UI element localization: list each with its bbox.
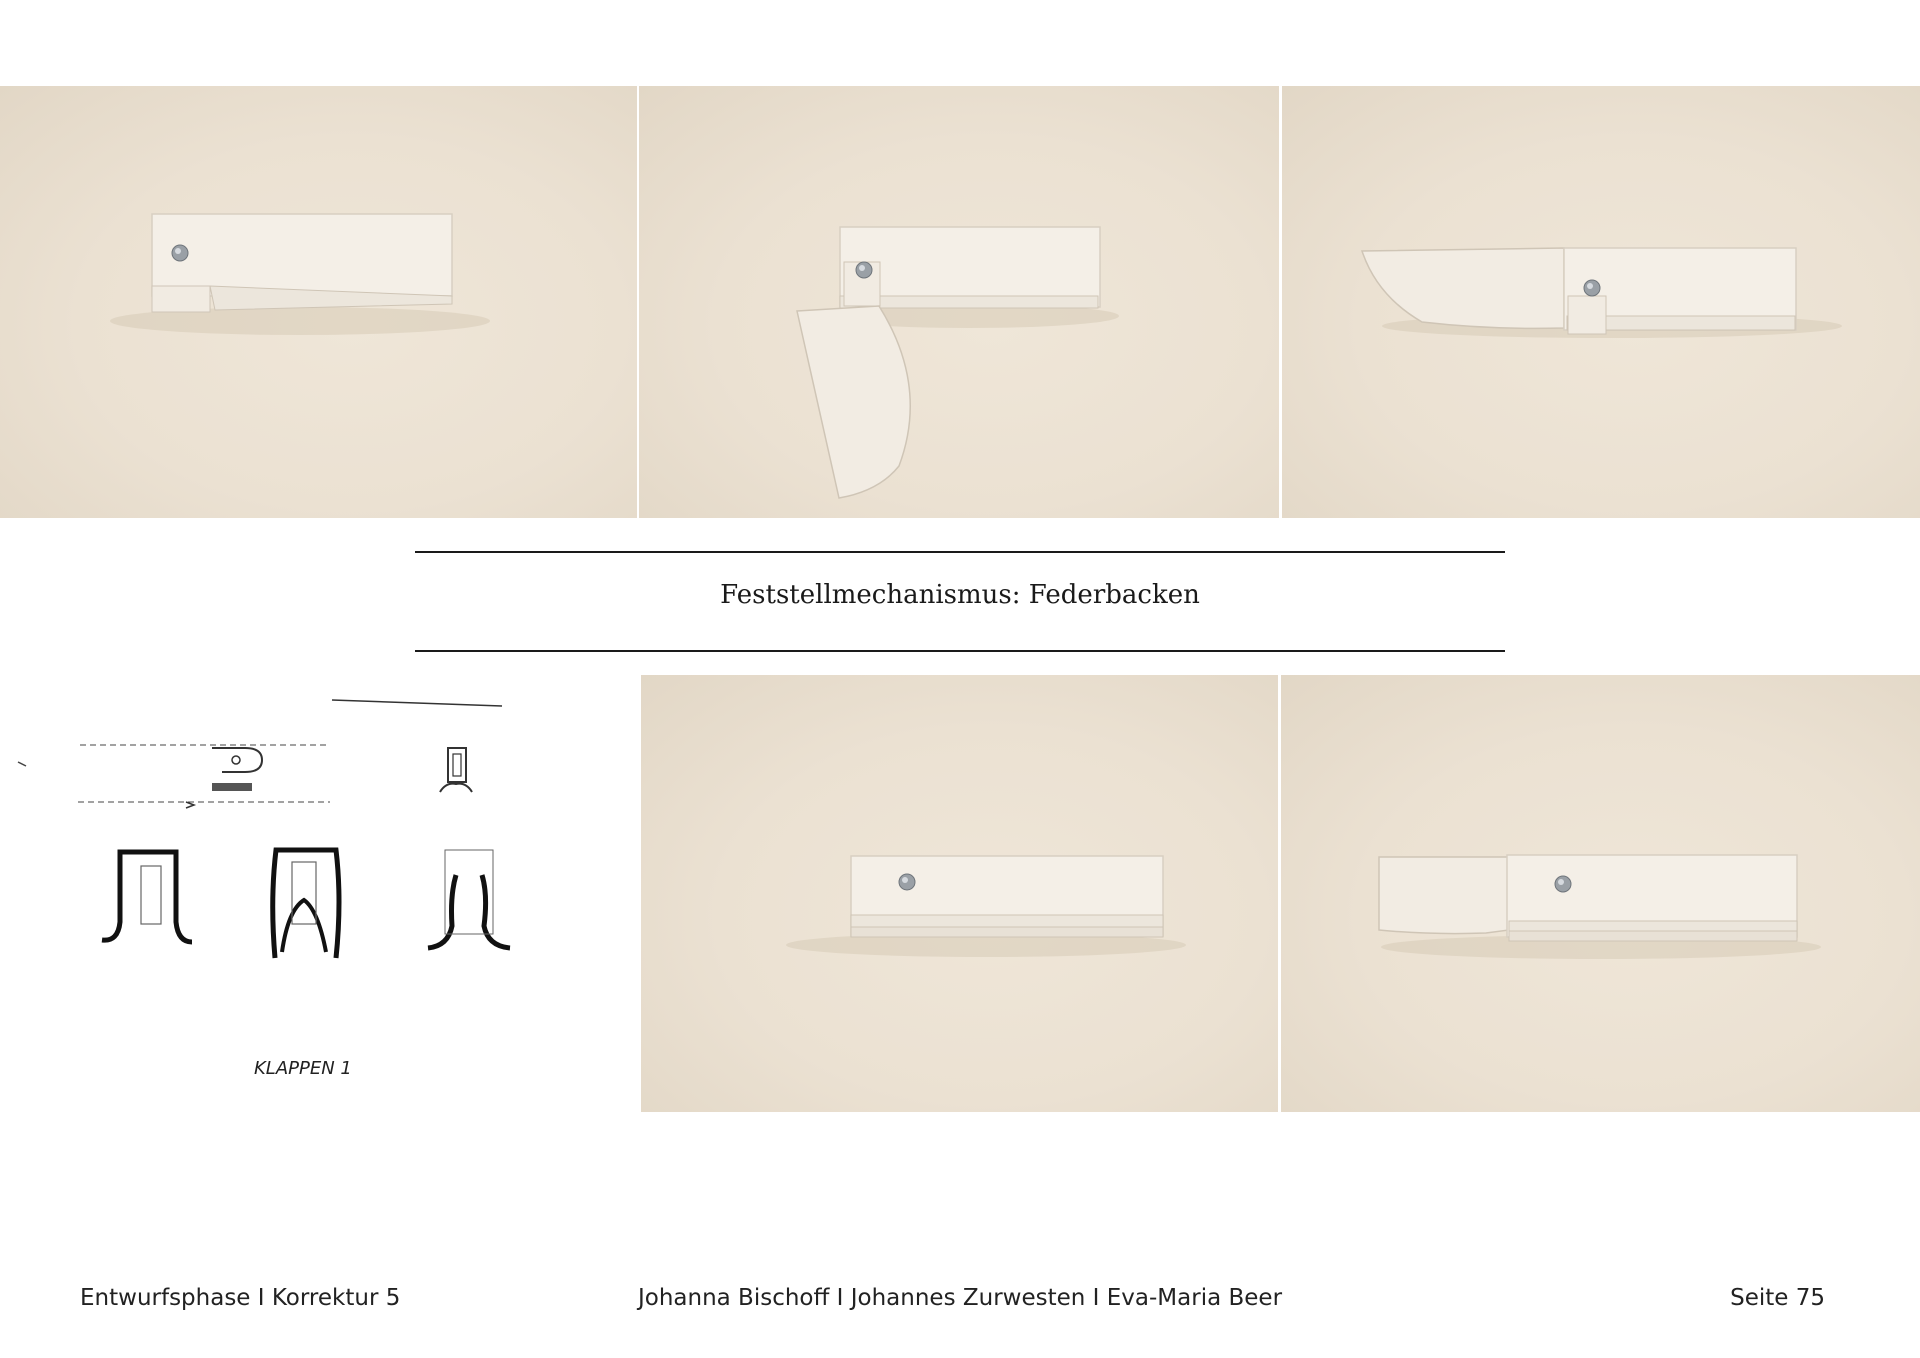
divider-top [415, 551, 1505, 553]
sketch-drawing [0, 690, 560, 1110]
page-caption: Feststellmechanismus: Federbacken [720, 580, 1200, 610]
knife-open-illustration [1282, 86, 1920, 518]
sketch-spring-jaws [0, 690, 560, 1110]
photo-knife-folded-side [641, 675, 1278, 1112]
footer-page-number: Seite 75 [1730, 1285, 1825, 1311]
photo-knife-opening [639, 86, 1279, 518]
footer-section-title: Entwurfsphase I Korrektur 5 [80, 1285, 401, 1311]
knife-opening-illustration [639, 86, 1279, 518]
photo-knife-closed [0, 86, 637, 518]
footer-authors: Johanna Bischoff I Johannes Zurwesten I Eva-Maria Beer [637, 1285, 1283, 1311]
divider-bottom [415, 650, 1505, 652]
knife-folded-side-illustration [641, 675, 1278, 1112]
knife-closed-illustration [0, 86, 637, 518]
photo-knife-open [1282, 86, 1920, 518]
sketch-label: KLAPPEN 1 [254, 1058, 352, 1079]
knife-blade-out-illustration [1281, 675, 1920, 1112]
photo-knife-blade-out [1281, 675, 1920, 1112]
